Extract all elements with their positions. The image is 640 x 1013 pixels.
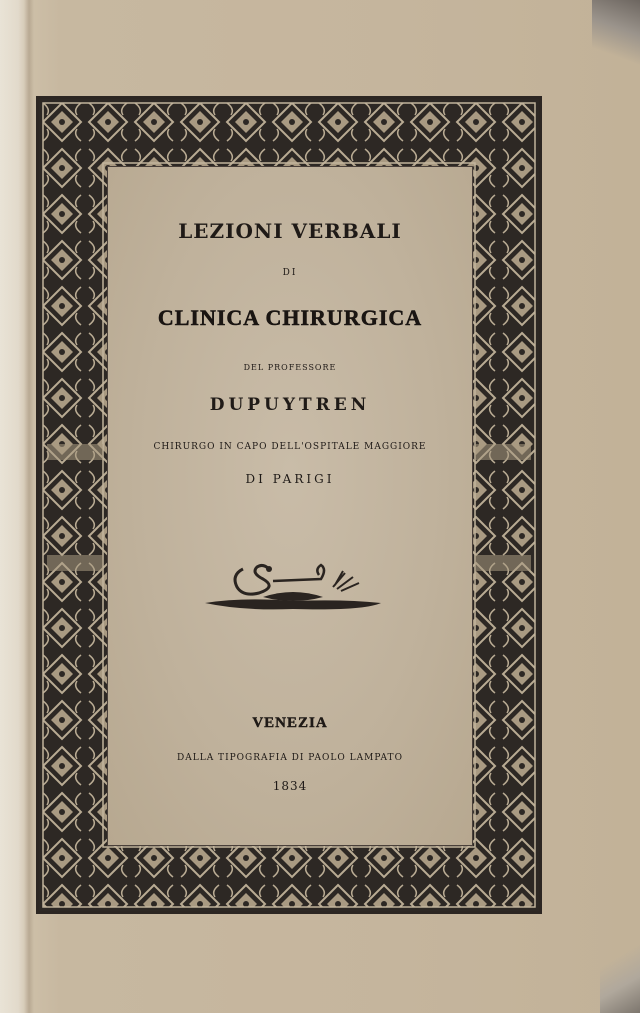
author-prefix: DEL PROFESSORE (243, 363, 337, 372)
printer-name: DALLA TIPOGRAFIA DI PAOLO LAMPATO (177, 753, 403, 763)
title-connector: DI (282, 268, 298, 278)
rod-of-asclepius-emblem-icon (203, 557, 383, 627)
torn-corner-top (592, 0, 640, 70)
spine-shadow (24, 0, 34, 1013)
author-city: DI PARIGI (245, 472, 335, 486)
title-panel (107, 166, 473, 846)
torn-corner-bottom (600, 943, 640, 1013)
publication-year: 1834 (272, 779, 308, 793)
main-title: CLINICA CHIRURGICA (157, 305, 423, 330)
title-line-1: LEZIONI VERBALI (178, 219, 402, 243)
publisher-city: VENEZIA (252, 715, 328, 731)
author-name: DUPUYTREN (209, 395, 371, 415)
author-role: CHIRURGO IN CAPO DELL'OSPITALE MAGGIORE (153, 442, 427, 452)
